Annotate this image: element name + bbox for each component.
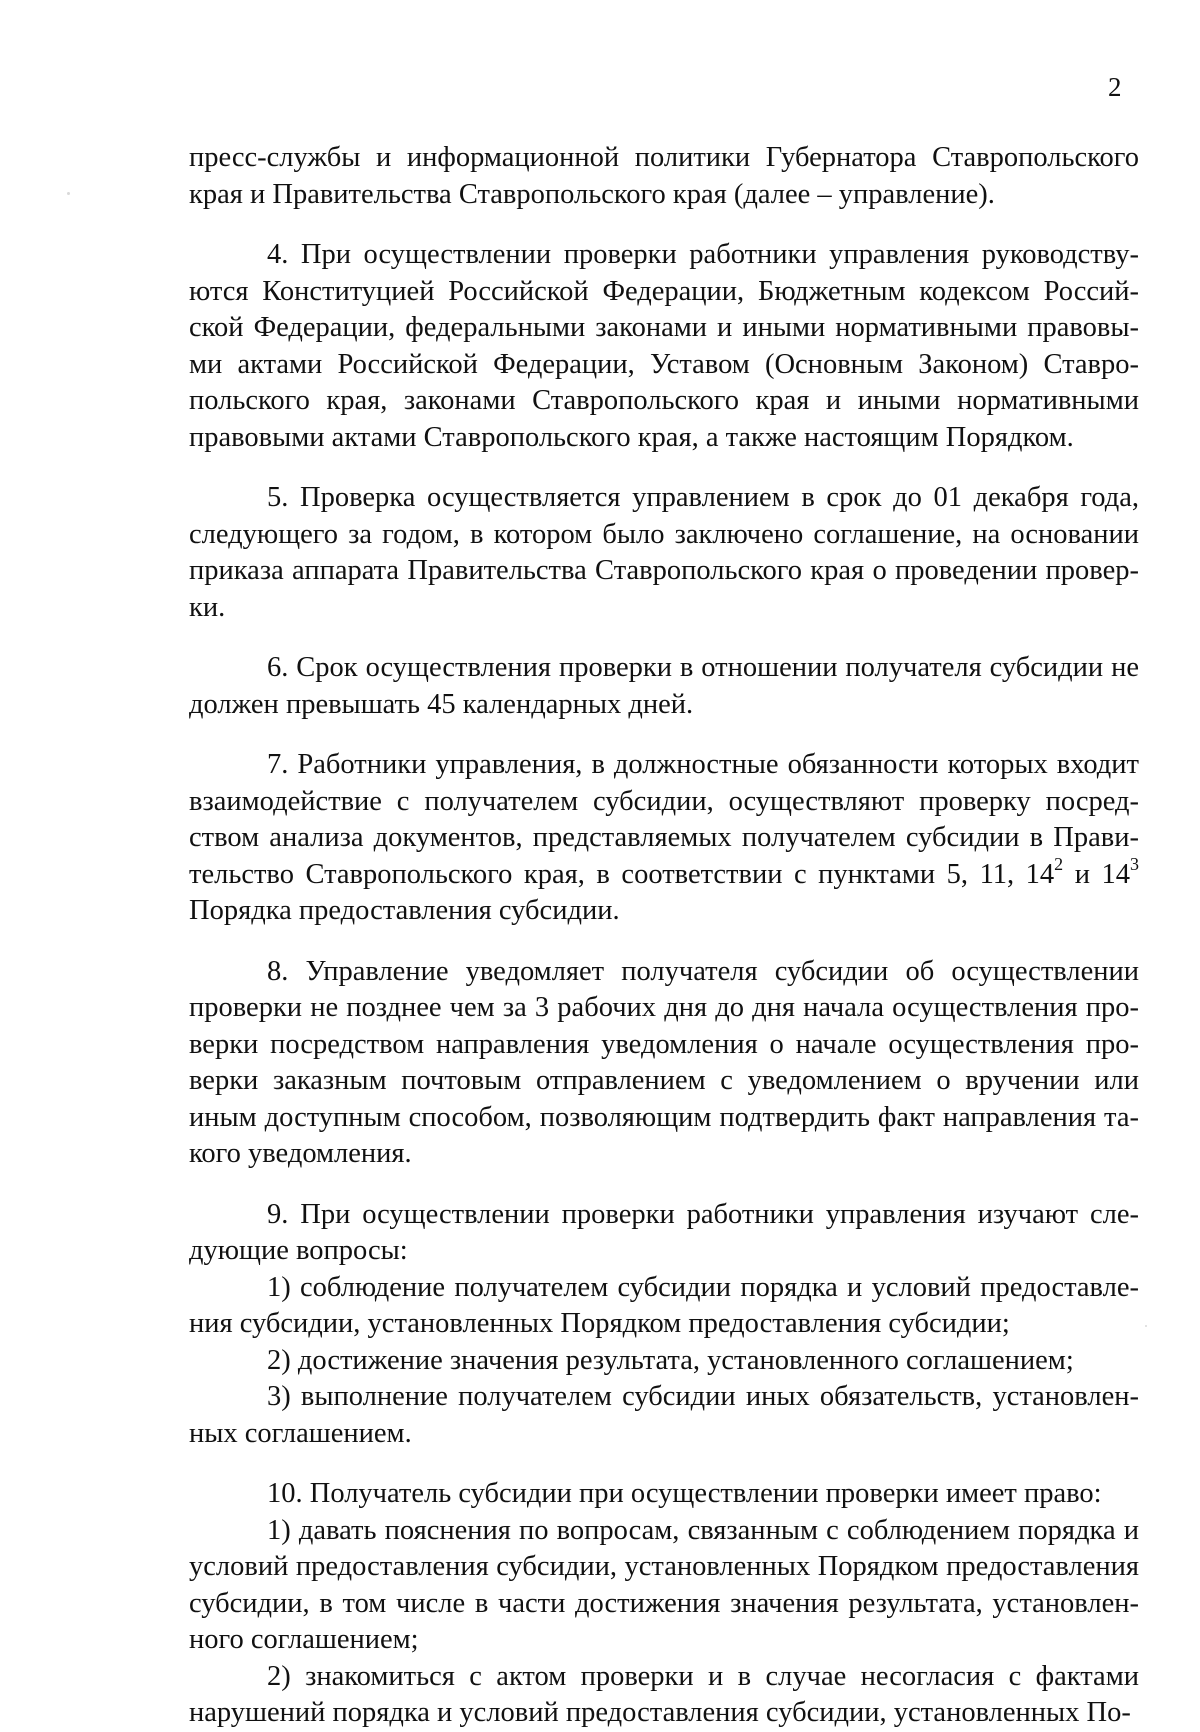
paragraph-10-item-1: 1) давать пояснения по вопросам, связанным с соблюдением порядка и условий предоставления субсидии, установленных Порядком предоставления субсидии, в том числе в части достижения значения результата, установленного соглашением;	[189, 1514, 1139, 1655]
scan-speck	[67, 192, 70, 195]
paragraph-4: 4. При осуществлении проверки работники управления руководствуются Конституцией Российской Федерации, Бюджетным кодексом Российской Федерации, федеральными законами и иными нормативными правовыми актами Российской Федерации, Уставом (Основным Законом) Ставропольского края, законами Ставропольского края и иными нормативными правовыми актами Ставропольского края, а также настоящим Порядком.	[189, 239, 1139, 453]
paragraph-9-item-3: 3) выполнение получателем субсидии иных обязательств, установленных соглашением.	[189, 1381, 1139, 1449]
paragraph-10-item-2: 2) знакомиться с актом проверки и в случае несогласия с фактами нарушений порядка и условий предоставления субсидии, установленных По-	[189, 1660, 1139, 1728]
paragraph-7	[189, 747, 1139, 930]
superscript-3: 3	[1130, 854, 1139, 874]
paragraph-7-text-before: 7. Работники управления, в должностные обязанности которых входит взаимодействие с получателем субсидии, осуществляют проверку посредством анализа документов, представляемых получателем субсидии в Правительство Ставропольского края, в соответствии с пунктами 5, 11, 14	[189, 749, 1139, 890]
paragraph-5: 5. Проверка осуществляется управлением в срок до 01 декабря года, следующего за годом, в котором было заключено соглашение, на основании приказа аппарата Правительства Ставропольского края о проведении проверки.	[189, 482, 1139, 623]
document-body	[189, 140, 1139, 1732]
paragraph-9: 9. При осуществлении проверки работники управления изучают следующие вопросы:	[189, 1198, 1139, 1266]
paragraph-7-text-after: Порядка предоставления субсидии.	[189, 895, 620, 926]
paragraph-7-text-mid: и 14	[1063, 858, 1130, 890]
paragraph-9-item-2: 2) достижение значения результата, установленного соглашением;	[267, 1344, 1074, 1376]
superscript-2: 2	[1054, 854, 1064, 874]
scan-speck	[1145, 1325, 1147, 1327]
paragraph-9-item-1: 1) соблюдение получателем субсидии порядка и условий предоставления субсидии, установленных Порядком предоставления субсидии;	[189, 1271, 1139, 1339]
paragraph-continuation: пресс-службы и информационной политики Губернатора Ставропольского края и Правительства Ставропольского края (далее – управление).	[189, 142, 1139, 210]
paragraph-10: 10. Получатель субсидии при осуществлении проверки имеет право:	[267, 1478, 1102, 1509]
paragraph-6: 6. Срок осуществления проверки в отношении получателя субсидии не должен превышать 45 календарных дней.	[189, 652, 1139, 720]
page-number: 2	[1108, 72, 1122, 102]
paragraph-8: 8. Управление уведомляет получателя субсидии об осуществлении проверки не позднее чем за 3 рабочих дня до дня начала осуществления проверки посредством направления уведомления о начале осуществления проверки заказным почтовым отправлением с уведомлением о вручении или иным доступным способом, позволяющим подтвердить факт направления такого уведомления.	[189, 955, 1139, 1169]
